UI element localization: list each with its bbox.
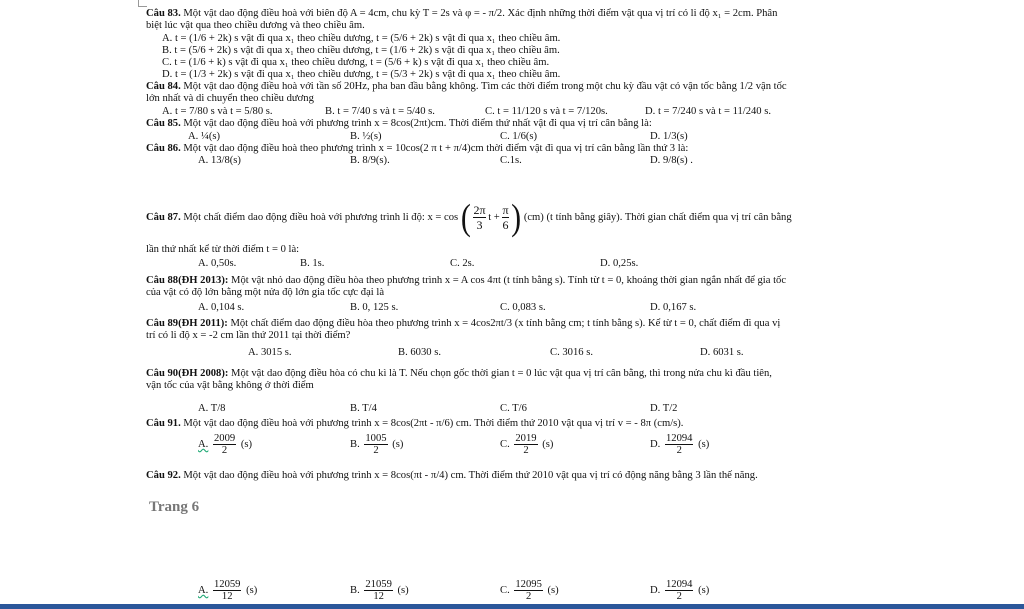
question-89-line1: Câu 89(ĐH 2011): Một chất điểm dao động điều hòa theo phương trình x = 4cos2πt/3 (x tính bằng cm; t tính bằng s). Kể từ t = 0, chất điểm đi qua vị (146, 318, 781, 329)
fraction-numerator: 12059 (213, 579, 241, 590)
question-89-option-d: D. 6031 s. (700, 347, 744, 358)
question-91-option-a (198, 433, 252, 456)
next-option-b (350, 579, 409, 602)
question-84-line1: Câu 84. Một vật dao động điều hoà với tần số 20Hz, pha ban đầu bằng không. Tìm các thời điểm trong một chu kỳ đầu vật có vận tốc bằng 1/2 vận tốc (146, 81, 787, 92)
fraction-numerator: 21059 (365, 579, 392, 590)
question-84-option-b: B. t = 7/40 s và t = 5/40 s. (325, 106, 435, 117)
fraction-denominator: 2 (523, 445, 529, 456)
option-label: A. (198, 438, 209, 450)
fraction-denominator: 2 (221, 445, 228, 456)
question-87-option-a: A. 0,50s. (198, 258, 237, 269)
question-85-option-b: B. ½(s) (350, 131, 382, 142)
fraction-numerator: 2009 (213, 433, 236, 444)
question-87-option-d: D. 0,25s. (600, 258, 639, 269)
option-unit: (s) (246, 584, 258, 596)
fraction-pi-over-six (502, 203, 508, 232)
option-unit: (s) (547, 584, 559, 596)
fraction-denominator: 2 (676, 445, 682, 456)
question-number: Câu 88(ĐH 2013): (146, 275, 229, 286)
fraction-numerator: 1005 (365, 433, 387, 444)
paren-close: ) (511, 196, 522, 238)
question-86-option-c: C.1s. (500, 155, 522, 166)
option-fraction (364, 579, 392, 602)
question-number: Câu 87. (146, 212, 181, 223)
question-91-option-c (500, 433, 553, 456)
option-unit: (s) (542, 438, 554, 450)
fraction-denominator: 3 (476, 218, 483, 233)
question-88-option-a: A. 0,104 s. (198, 302, 245, 313)
taskbar-strip (0, 604, 1024, 609)
question-84-option-c: C. t = 11/120 s và t = 7/120s. (485, 106, 608, 117)
question-83-option-d: D. t = (1/3 + 2k) s vật đi qua x₁ theo chiều dương, t = (5/3 + 2k) s vật đi qua x₁ theo chiều âm. (162, 69, 561, 80)
option-label: A. (198, 584, 209, 596)
question-92-line1: Câu 92. Một vật dao động điều hoà với phương trình x = 8cos(πt - π/4) cm. Thời điểm thứ 2010 vật qua vị trí có động năng bằng 3 lần thế năng. (146, 470, 758, 481)
question-85-option-d: D. 1/3(s) (650, 131, 688, 142)
option-fraction (514, 579, 542, 602)
option-fraction (665, 579, 693, 602)
question-85-option-a: A. ¼(s) (188, 131, 221, 142)
question-86-option-a: A. 13/8(s) (198, 155, 241, 166)
option-label: D. (650, 584, 661, 596)
next-option-a (198, 579, 257, 602)
option-label: D. (650, 438, 661, 450)
question-83-option-c: C. t = (1/6 + k) s vật đi qua x₁ theo chiều dương, t = (5/6 + k) s vật đi qua x₁ theo chiều âm. (162, 57, 550, 68)
question-84-option-a: A. t = 7/80 s và t = 5/80 s. (162, 106, 273, 117)
margin-marker (138, 0, 147, 7)
question-89-option-c: C. 3016 s. (550, 347, 593, 358)
fraction-two-pi-over-three (473, 203, 485, 232)
fraction-numerator: 2π (473, 203, 486, 218)
option-fraction (364, 433, 387, 456)
question-83-option-a: A. t = (1/6 + 2k) s vật đi qua x₁ theo chiều dương, t = (5/6 + 2k) s vật đi qua x₁ theo chiều âm. (162, 33, 561, 44)
fraction-numerator: 2019 (515, 433, 537, 444)
question-87-text-start: Câu 87. Một chất điểm dao động điều hoà với phương trình li độ: x = cos (146, 212, 459, 223)
question-87-option-c: C. 2s. (450, 258, 475, 269)
question-88-line2: của vật có độ lớn bằng một nửa độ lớn gia tốc cực đại là (146, 287, 385, 298)
question-86-line1: Câu 86. Một vật dao động điều hoà theo phương trình x = 10cos(2 π t + π/4)cm thời điểm vật đi qua vị trí cân bằng lần thứ 3 là: (146, 143, 689, 154)
next-option-d (650, 579, 709, 602)
next-option-c (500, 579, 559, 602)
question-90-option-d: D. T/2 (650, 403, 678, 414)
question-87-line1 (146, 198, 792, 238)
question-85-option-c: C. 1/6(s) (500, 131, 538, 142)
option-fraction (665, 433, 693, 456)
question-88-option-b: B. 0, 125 s. (350, 302, 399, 313)
question-83-line1: Câu 83. Một vật dao động điều hoà với biên độ A = 4cm, chu kỳ T = 2s và φ = - π/2. Xác định những thời điểm vật qua vị trí có li độ x₁ = 2cm. Phân (146, 8, 778, 19)
question-88-line1: Câu 88(ĐH 2013): Một vật nhỏ dao động điều hòa theo phương trình x = A cos 4πt (t tính bằng s). Tính từ t = 0, khoảng thời gian ngắn nhất để gia tốc (146, 275, 787, 286)
question-86-option-d: D. 9/8(s) . (650, 155, 693, 166)
question-91-line1: Câu 91. Một vật dao động điều hoà với phương trình x = 8cos(2πt - π/6) cm. Thời điểm thứ 2010 vật qua vị trí v = - 8π (cm/s). (146, 418, 684, 429)
question-number: Câu 92. (146, 470, 181, 481)
option-unit: (s) (240, 438, 252, 450)
option-fraction (213, 579, 241, 602)
question-number: Câu 89(ĐH 2011): (146, 318, 228, 329)
question-90-line2: vận tốc của vật bằng không ở thời điểm (146, 380, 314, 391)
question-90-option-a: A. T/8 (198, 403, 226, 414)
option-fraction (514, 433, 537, 456)
question-91-option-b (350, 433, 403, 456)
fraction-denominator: 6 (502, 218, 509, 233)
fraction-numerator: 12094 (665, 579, 693, 590)
question-91-option-d (650, 433, 709, 456)
option-label: C. (500, 438, 510, 450)
fraction-denominator: 2 (373, 445, 379, 456)
option-unit: (s) (392, 438, 404, 450)
fraction-denominator: 2 (676, 591, 682, 602)
option-label: B. (350, 584, 360, 596)
fraction-denominator: 2 (525, 591, 532, 602)
question-84-line2: lớn nhất và di chuyển theo chiều dương (146, 93, 314, 104)
question-89-option-b: B. 6030 s. (398, 347, 441, 358)
option-unit: (s) (397, 584, 409, 596)
question-90-line1: Câu 90(ĐH 2008): Một vật dao động điều hòa có chu kì là T. Nếu chọn gốc thời gian t = 0 lúc vật qua vị trí cân bằng, thì trong nửa chu kì đầu tiên, (146, 368, 772, 379)
question-number: Câu 84. (146, 81, 181, 92)
fraction-numerator: π (502, 203, 509, 218)
option-label: C. (500, 584, 510, 596)
page-footer: Trang 6 (149, 499, 200, 515)
question-number: Câu 85. (146, 118, 181, 129)
question-number: Câu 83. (146, 8, 181, 19)
fraction-numerator: 12095 (515, 579, 542, 590)
fraction-denominator: 12 (373, 591, 384, 602)
question-88-option-d: D. 0,167 s. (650, 302, 697, 313)
fraction-denominator: 12 (221, 591, 233, 602)
question-83-line2: biệt lúc vật qua theo chiều dương và theo chiều âm. (146, 20, 365, 31)
question-number: Câu 86. (146, 143, 181, 154)
question-88-option-c: C. 0,083 s. (500, 302, 546, 313)
question-86-option-b: B. 8/9(s). (350, 155, 390, 166)
question-85-line1: Câu 85. Một vật dao động điều hoà với phương trình x = 8cos(2πt)cm. Thời điểm thứ nhất vật đi qua vị trí cân bằng là: (146, 118, 652, 129)
option-label: B. (350, 438, 360, 450)
question-84-option-d: D. t = 7/240 s và t = 11/240 s. (645, 106, 772, 117)
option-fraction (213, 433, 236, 456)
question-number: Câu 91. (146, 418, 181, 429)
question-89-line2: trí có li độ x = -2 cm lần thứ 2011 tại thời điểm? (146, 330, 351, 341)
question-87-line2: lần thứ nhất kể từ thời điểm t = 0 là: (146, 244, 300, 255)
option-unit: (s) (698, 438, 710, 450)
question-87-option-b: B. 1s. (300, 258, 325, 269)
paren-open: ( (460, 196, 471, 238)
question-83-option-b: B. t = (5/6 + 2k) s vật đi qua x₁ theo chiều dương, t = (1/6 + 2k) s vật đi qua x₁ theo chiều âm. (162, 45, 560, 56)
fraction-numerator: 12094 (665, 433, 693, 444)
question-89-option-a: A. 3015 s. (248, 347, 292, 358)
question-87-text-mid: t + (488, 212, 500, 223)
question-87-text-end: (cm) (t tính bằng giây). Thời gian chất điểm qua vị trí cân bằng (523, 212, 792, 223)
question-number: Câu 90(ĐH 2008): (146, 368, 229, 379)
option-unit: (s) (698, 584, 710, 596)
question-90-option-c: C. T/6 (500, 403, 527, 414)
question-90-option-b: B. T/4 (350, 403, 377, 414)
